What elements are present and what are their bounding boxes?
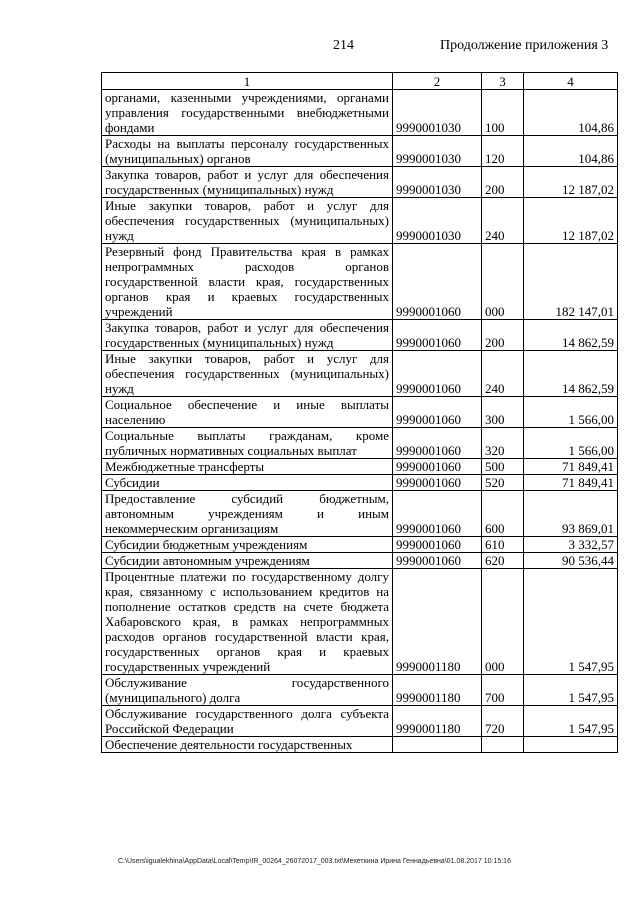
row-code: 9990001180 [393, 675, 482, 706]
row-name: Социальное обеспечение и иные выплаты населению [102, 397, 393, 428]
table-row [102, 553, 618, 569]
table-row [102, 475, 618, 491]
row-amount: 12 187,02 [524, 167, 618, 198]
row-amount: 71 849,41 [524, 459, 618, 475]
row-code: 9990001060 [393, 320, 482, 351]
table-row [102, 491, 618, 537]
row-code: 9990001060 [393, 475, 482, 491]
row-name: Предоставление субсидий бюджетным, автономным учреждениям и иным некоммерческим организациям [102, 491, 393, 537]
column-header-amount: 4 [524, 73, 618, 90]
row-vr: 610 [482, 537, 524, 553]
row-vr: 500 [482, 459, 524, 475]
table-row [102, 569, 618, 675]
row-amount: 12 187,02 [524, 198, 618, 244]
row-name: органами, казенными учреждениями, органами управления государственными внебюджетными фондами [102, 90, 393, 136]
row-name: Субсидии бюджетным учреждениям [102, 537, 393, 553]
table-row [102, 136, 618, 167]
row-name: Обслуживание государственного долга субъекта Российской Федерации [102, 706, 393, 737]
table-row [102, 397, 618, 428]
row-amount: 71 849,41 [524, 475, 618, 491]
row-amount: 3 332,57 [524, 537, 618, 553]
table-row [102, 675, 618, 706]
row-amount: 14 862,59 [524, 320, 618, 351]
row-vr [482, 737, 524, 753]
table-row [102, 459, 618, 475]
row-code: 9990001180 [393, 706, 482, 737]
row-vr: 320 [482, 428, 524, 459]
row-vr: 100 [482, 90, 524, 136]
row-name: Процентные платежи по государственному долгу края, связанному с использованием кредитов на пополнение остатков средств на счете бюджета Хабаровского края, в рамках непрограммных расходов органов государственной власти края, государственных органов края и краевых государственных учреждений [102, 569, 393, 675]
row-amount: 104,86 [524, 90, 618, 136]
row-vr: 520 [482, 475, 524, 491]
row-code: 9990001060 [393, 397, 482, 428]
row-vr: 120 [482, 136, 524, 167]
table-row [102, 320, 618, 351]
row-name: Обслуживание государственного (муниципального) долга [102, 675, 393, 706]
row-vr: 200 [482, 167, 524, 198]
row-name: Субсидии [102, 475, 393, 491]
row-code: 9990001060 [393, 553, 482, 569]
row-vr: 600 [482, 491, 524, 537]
row-vr: 000 [482, 244, 524, 320]
row-vr: 200 [482, 320, 524, 351]
row-amount: 14 862,59 [524, 351, 618, 397]
file-path-footer: C:\Users\igualekhina\AppData\Local\Temp\IR_00264_26072017_003.txt\Мехеткина Ирина Геннадьевна\01.08.2017 10:15:16 [118, 858, 511, 865]
row-amount: 93 869,01 [524, 491, 618, 537]
row-vr: 720 [482, 706, 524, 737]
row-amount: 1 566,00 [524, 397, 618, 428]
row-code: 9990001030 [393, 136, 482, 167]
table-row [102, 90, 618, 136]
table-row [102, 351, 618, 397]
table-row [102, 198, 618, 244]
row-code: 9990001060 [393, 244, 482, 320]
row-name: Резервный фонд Правительства края в рамках непрограммных расходов органов государственной власти края, государственных органов края и краевых государственных учреждений [102, 244, 393, 320]
row-name: Иные закупки товаров, работ и услуг для обеспечения государственных (муниципальных) нужд [102, 198, 393, 244]
row-name: Иные закупки товаров, работ и услуг для обеспечения государственных (муниципальных) нужд [102, 351, 393, 397]
row-code: 9990001060 [393, 537, 482, 553]
column-header-vr: 3 [482, 73, 524, 90]
row-vr: 300 [482, 397, 524, 428]
table-row [102, 244, 618, 320]
row-vr: 700 [482, 675, 524, 706]
row-amount: 90 536,44 [524, 553, 618, 569]
row-name: Закупка товаров, работ и услуг для обеспечения государственных (муниципальных) нужд [102, 167, 393, 198]
row-amount: 1 566,00 [524, 428, 618, 459]
row-code: 9990001060 [393, 428, 482, 459]
row-code: 9990001060 [393, 459, 482, 475]
row-amount: 182 147,01 [524, 244, 618, 320]
continuation-note: Продолжение приложения 3 [440, 38, 609, 53]
row-name: Обеспечение деятельности государственных [102, 737, 393, 753]
page-number: 214 [333, 38, 354, 53]
table-row [102, 737, 618, 753]
row-amount [524, 737, 618, 753]
row-vr: 620 [482, 553, 524, 569]
row-code: 9990001060 [393, 351, 482, 397]
table-header-row [102, 73, 618, 90]
row-amount: 1 547,95 [524, 675, 618, 706]
row-vr: 240 [482, 198, 524, 244]
row-code: 9990001060 [393, 491, 482, 537]
row-name: Закупка товаров, работ и услуг для обеспечения государственных (муниципальных) нужд [102, 320, 393, 351]
row-code: 9990001030 [393, 167, 482, 198]
row-code: 9990001030 [393, 90, 482, 136]
row-name: Субсидии автономным учреждениям [102, 553, 393, 569]
row-amount: 1 547,95 [524, 569, 618, 675]
row-name: Расходы на выплаты персоналу государственных (муниципальных) органов [102, 136, 393, 167]
row-name: Межбюджетные трансферты [102, 459, 393, 475]
table-row [102, 167, 618, 198]
budget-table [101, 72, 618, 753]
column-header-code: 2 [393, 73, 482, 90]
row-code: 9990001030 [393, 198, 482, 244]
table-row [102, 537, 618, 553]
column-header-name: 1 [102, 73, 393, 90]
row-amount: 104,86 [524, 136, 618, 167]
table-row [102, 428, 618, 459]
table-row [102, 706, 618, 737]
row-vr: 240 [482, 351, 524, 397]
row-code [393, 737, 482, 753]
row-amount: 1 547,95 [524, 706, 618, 737]
row-name: Социальные выплаты гражданам, кроме публичных нормативных социальных выплат [102, 428, 393, 459]
row-code: 9990001180 [393, 569, 482, 675]
row-vr: 000 [482, 569, 524, 675]
